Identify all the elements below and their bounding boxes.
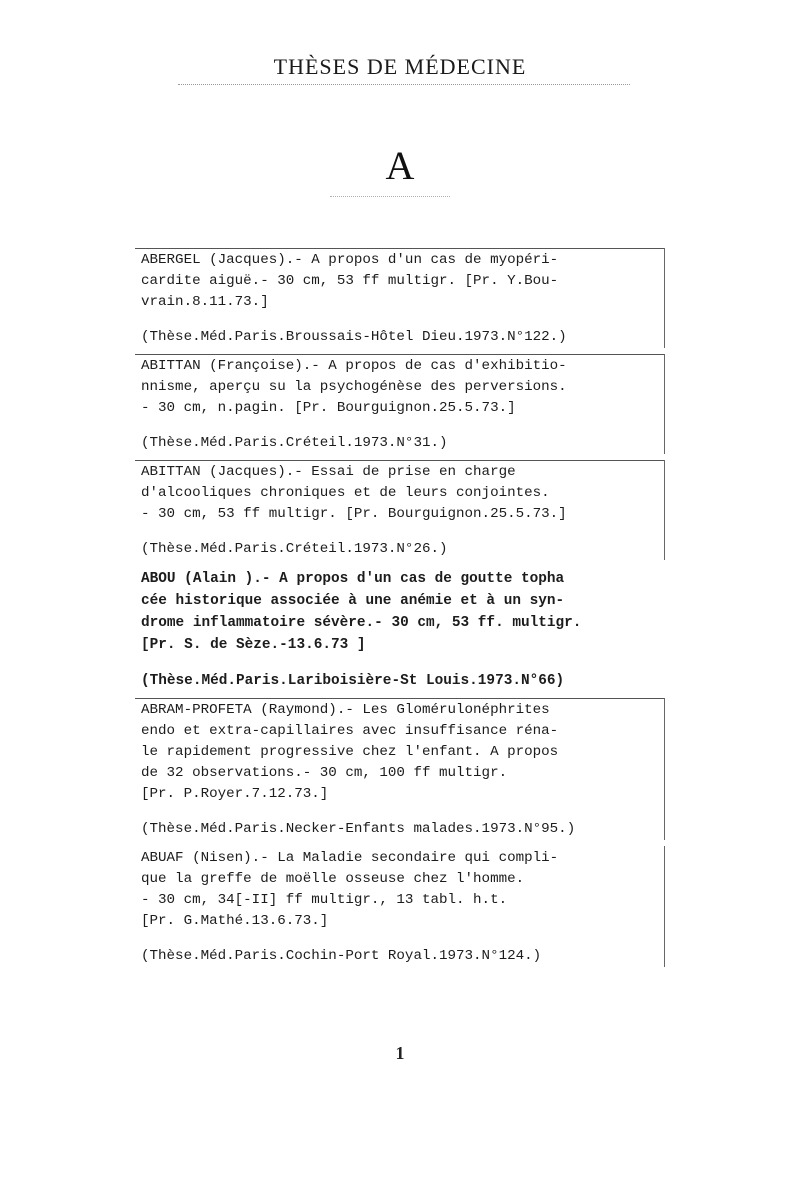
entry-text-line: que la greffe de moëlle osseuse chez l'homme. bbox=[141, 871, 525, 887]
thesis-entry-abram-profeta bbox=[135, 700, 665, 840]
entry-text-line: [Pr. G.Mathé.13.6.73.] bbox=[141, 913, 329, 929]
entry-frame-top bbox=[135, 354, 665, 355]
entry-text-line: - 30 cm, 53 ff multigr. [Pr. Bourguignon.25.5.73.] bbox=[141, 506, 567, 522]
entry-text-line: de 32 observations.- 30 cm, 100 ff multigr. bbox=[141, 765, 508, 781]
entry-body bbox=[141, 848, 649, 932]
entry-text-line: ABRAM-PROFETA (Raymond).- Les Glomérulonéphrites bbox=[141, 702, 550, 718]
entry-text-line: ABUAF (Nisen).- La Maladie secondaire qui compli- bbox=[141, 850, 559, 866]
entry-reference: (Thèse.Méd.Paris.Créteil.1973.N°31.) bbox=[141, 435, 448, 451]
thesis-entry-list bbox=[135, 250, 665, 975]
entry-frame-top bbox=[135, 248, 665, 249]
entry-text-line: [Pr. P.Royer.7.12.73.] bbox=[141, 786, 329, 802]
entry-text-line: vrain.8.11.73.] bbox=[141, 294, 269, 310]
entry-reference: (Thèse.Méd.Paris.Créteil.1973.N°26.) bbox=[141, 541, 448, 557]
entry-frame-right bbox=[664, 354, 665, 454]
entry-body bbox=[141, 250, 649, 313]
entry-frame-top bbox=[135, 698, 665, 699]
title-divider bbox=[178, 84, 630, 85]
entry-text-line: d'alcooliques chroniques et de leurs conjointes. bbox=[141, 485, 550, 501]
entry-text-line: le rapidement progressive chez l'enfant. A propos bbox=[141, 744, 559, 760]
entry-body bbox=[141, 462, 649, 525]
entry-text-line: endo et extra-capillaires avec insuffisance réna- bbox=[141, 723, 559, 739]
entry-text-line: cée historique associée à une anémie et à un syn- bbox=[141, 593, 565, 609]
entry-body bbox=[141, 568, 649, 656]
thesis-entry-abittan-francoise bbox=[135, 356, 665, 454]
entry-text-line: [Pr. S. de Sèze.-13.6.73 ] bbox=[141, 637, 366, 653]
page-title: THÈSES DE MÉDECINE bbox=[273, 54, 527, 79]
entry-frame-top bbox=[135, 460, 665, 461]
entry-text-line: nnisme, aperçu su la psychogénèse des perversions. bbox=[141, 379, 567, 395]
entry-reference: (Thèse.Méd.Paris.Necker-Enfants malades.1973.N°95.) bbox=[141, 821, 576, 837]
entry-reference: (Thèse.Méd.Paris.Broussais-Hôtel Dieu.1973.N°122.) bbox=[141, 329, 567, 345]
thesis-entry-abuaf bbox=[135, 848, 665, 967]
section-letter: A bbox=[385, 143, 415, 188]
entry-text-line: ABOU (Alain ).- A propos d'un cas de goutte topha bbox=[141, 571, 565, 587]
entry-text-line: drome inflammatoire sévère.- 30 cm, 53 ff. multigr. bbox=[141, 615, 582, 631]
entry-text-line: cardite aiguë.- 30 cm, 53 ff multigr. [Pr. Y.Bou- bbox=[141, 273, 559, 289]
thesis-entry-abergel bbox=[135, 250, 665, 348]
entry-reference: (Thèse.Méd.Paris.Cochin-Port Royal.1973.N°124.) bbox=[141, 948, 542, 964]
thesis-entry-abou bbox=[135, 568, 665, 692]
entry-text-line: - 30 cm, n.pagin. [Pr. Bourguignon.25.5.73.] bbox=[141, 400, 516, 416]
entry-text-line: ABERGEL (Jacques).- A propos d'un cas de myopéri- bbox=[141, 252, 559, 268]
entry-frame-right bbox=[664, 248, 665, 348]
entry-body bbox=[141, 356, 649, 419]
entry-frame-right bbox=[664, 846, 665, 967]
entry-text-line: ABITTAN (Jacques).- Essai de prise en charge bbox=[141, 464, 516, 480]
entry-frame-right bbox=[664, 460, 665, 560]
section-divider bbox=[330, 196, 450, 197]
entry-text-line: ABITTAN (Françoise).- A propos de cas d'exhibitio- bbox=[141, 358, 567, 374]
entry-text-line: - 30 cm, 34[-II] ff multigr., 13 tabl. h.t. bbox=[141, 892, 508, 908]
thesis-entry-abittan-jacques bbox=[135, 462, 665, 560]
page-number: 1 bbox=[395, 1043, 405, 1063]
entry-frame-right bbox=[664, 698, 665, 840]
entry-body bbox=[141, 700, 649, 805]
entry-reference: (Thèse.Méd.Paris.Lariboisière-St Louis.1973.N°66) bbox=[141, 673, 565, 689]
